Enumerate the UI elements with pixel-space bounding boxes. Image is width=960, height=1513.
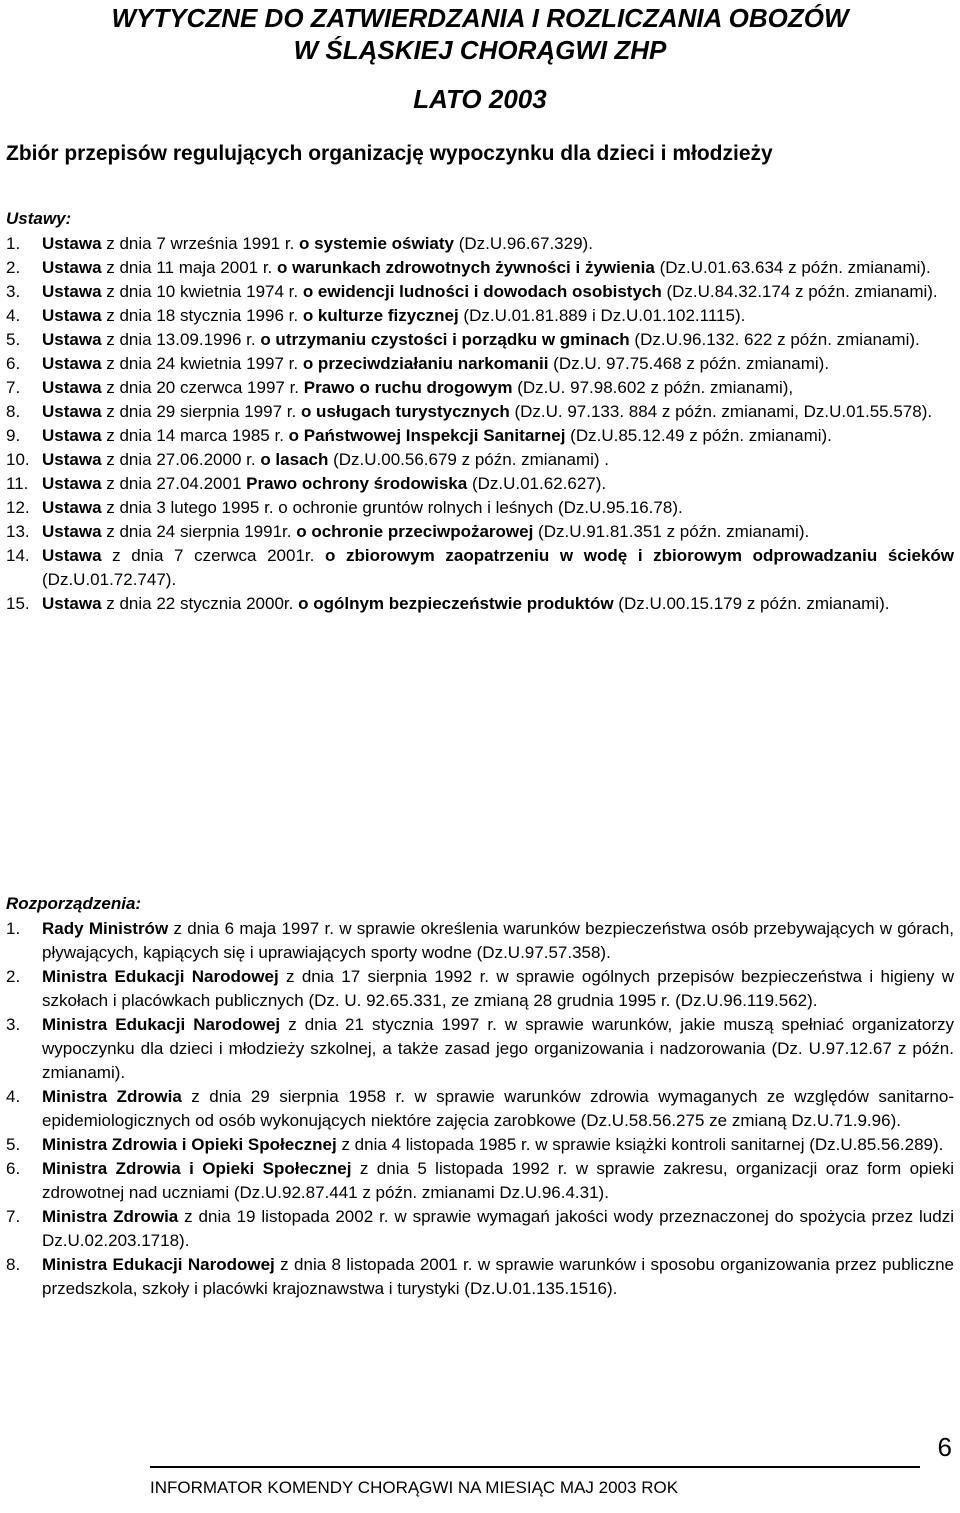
ustawa-item bbox=[6, 280, 954, 304]
item-number: 4. bbox=[6, 1087, 21, 1106]
item-number: 14. bbox=[6, 546, 30, 565]
act-reference: (Dz.U. 97.98.602 z późn. zmianami), bbox=[512, 378, 794, 397]
ustawa-item bbox=[6, 472, 954, 496]
act-title: Prawo ochrony środowiska bbox=[246, 474, 468, 493]
issuer: Ministra Zdrowia bbox=[42, 1087, 182, 1106]
item-number: 6. bbox=[6, 1159, 21, 1178]
regulation-text: z dnia 5 listopada 1992 r. w sprawie zakresu, organizacji oraz form opieki zdrowotnej nad uczniami (Dz.U.92.87.441 z późn. zmianami Dz.U.96.4.31). bbox=[42, 1159, 955, 1202]
document-title-line1: WYTYCZNE DO ZATWIERDZANIA I ROZLICZANIA OBOZÓW bbox=[111, 3, 849, 33]
item-number: 10. bbox=[6, 450, 30, 469]
act-type: Ustawa bbox=[42, 378, 102, 397]
rozporzadzenie-item bbox=[6, 917, 954, 965]
ustawa-item bbox=[6, 424, 954, 448]
act-reference: (Dz.U.85.12.49 z późn. zmianami). bbox=[565, 426, 832, 445]
item-number: 12. bbox=[6, 498, 30, 517]
act-reference: (Dz.U.01.62.627). bbox=[467, 474, 607, 493]
item-number: 2. bbox=[6, 258, 21, 277]
regulation-text: z dnia 29 sierpnia 1958 r. w sprawie warunków zdrowia wymaganych ze względów sanitarno-epidemiologicznych od osób wykonujących niektóre zajęcia zarobkowe (Dz.U.58.56.275 ze zmianą Dz.U.71.9.96). bbox=[42, 1087, 954, 1130]
item-number: 13. bbox=[6, 522, 30, 541]
ustawa-item bbox=[6, 496, 954, 520]
act-type: Ustawa bbox=[42, 546, 102, 565]
ustawa-item bbox=[6, 544, 954, 592]
act-type: Ustawa bbox=[42, 522, 102, 541]
ustawa-item bbox=[6, 352, 954, 376]
item-number: 11. bbox=[6, 474, 29, 493]
rozporzadzenia-heading: Rozporządzenia: bbox=[6, 894, 142, 913]
act-reference: (Dz.U.00.56.679 z późn. zmianami) . bbox=[328, 450, 609, 469]
item-number: 2. bbox=[6, 967, 21, 986]
item-number: 5. bbox=[6, 1135, 21, 1154]
item-number: 4. bbox=[6, 306, 21, 325]
regulation-text: z dnia 17 sierpnia 1992 r. w sprawie ogólnych przepisów bezpieczeństwa i higieny w szkołach i placówkach publicznych (Dz. U. 92.65.331, ze zmianą 28 grudnia 1995 r. (Dz.U.96.119.562). bbox=[42, 967, 954, 1010]
season-title: LATO 2003 bbox=[413, 84, 547, 114]
item-number: 9. bbox=[6, 426, 21, 445]
act-reference: (Dz.U.84.32.174 z późn. zmianami). bbox=[661, 282, 938, 301]
ustawa-item bbox=[6, 232, 954, 256]
act-type: Ustawa bbox=[42, 426, 102, 445]
item-number: 1. bbox=[6, 919, 21, 938]
ustawa-item bbox=[6, 328, 954, 352]
issuer: Ministra Edukacji Narodowej bbox=[42, 1255, 275, 1274]
act-date: z dnia 27.06.2000 r. bbox=[101, 450, 261, 469]
act-title: o ewidencji ludności i dowodach osobistych bbox=[302, 282, 662, 301]
act-type: Ustawa bbox=[42, 498, 102, 517]
act-title: o kulturze fizycznej bbox=[302, 306, 459, 325]
act-type: Ustawa bbox=[42, 258, 102, 277]
act-type: Ustawa bbox=[42, 354, 102, 373]
act-title: Prawo o ruchu drogowym bbox=[303, 378, 513, 397]
act-title: o utrzymaniu czystości i porządku w gminach bbox=[260, 330, 630, 349]
rozporzadzenie-item bbox=[6, 1205, 954, 1253]
ustawy-heading: Ustawy: bbox=[6, 209, 72, 228]
item-number: 7. bbox=[6, 1207, 21, 1226]
regulation-text: z dnia 8 listopada 2001 r. w sprawie warunków i sposobu organizowania przez publiczne przedszkola, szkoły i placówki krajoznawstwa i turystyki (Dz.U.01.135.1516). bbox=[42, 1255, 954, 1298]
act-date: z dnia 7 czerwca 2001r. bbox=[101, 546, 325, 565]
document-subtitle: Zbiór przepisów regulujących organizację wypoczynku dla dzieci i młodzieży bbox=[6, 142, 773, 165]
act-date: z dnia 14 marca 1985 r. bbox=[101, 426, 289, 445]
act-type: Ustawa bbox=[42, 330, 102, 349]
act-type: Ustawa bbox=[42, 282, 102, 301]
act-date: z dnia 22 stycznia 2000r. bbox=[101, 594, 299, 613]
item-number: 3. bbox=[6, 1015, 21, 1034]
act-reference: (Dz.U.96.132. 622 z późn. zmianami). bbox=[629, 330, 920, 349]
item-number: 1. bbox=[6, 234, 21, 253]
item-number: 3. bbox=[6, 282, 21, 301]
act-date: z dnia 11 maja 2001 r. bbox=[101, 258, 277, 277]
issuer: Ministra Zdrowia i Opieki Społecznej bbox=[42, 1135, 337, 1154]
act-date: z dnia 10 kwietnia 1974 r. bbox=[101, 282, 303, 301]
act-reference: (Dz.U.91.81.351 z późn. zmianami). bbox=[533, 522, 810, 541]
act-type: Ustawa bbox=[42, 306, 102, 325]
act-title: o lasach bbox=[260, 450, 329, 469]
act-title: o warunkach zdrowotnych żywności i żywienia bbox=[277, 258, 655, 277]
act-title: o zbiorowym zaopatrzeniu w wodę i zbiorowym odprowadzaniu ścieków bbox=[324, 546, 954, 565]
act-title: o przeciwdziałaniu narkomanii bbox=[302, 354, 549, 373]
regulation-text: z dnia 4 listopada 1985 r. w sprawie książki kontroli sanitarnej (Dz.U.85.56.289). bbox=[336, 1135, 944, 1154]
item-number: 8. bbox=[6, 402, 21, 421]
issuer: Ministra Edukacji Narodowej bbox=[42, 967, 279, 986]
issuer: Ministra Edukacji Narodowej bbox=[42, 1015, 281, 1034]
ustawa-item bbox=[6, 592, 954, 616]
item-number: 8. bbox=[6, 1255, 21, 1274]
regulation-text: z dnia 19 listopada 2002 r. w sprawie wymagań jakości wody przeznaczonej do spożycia przez ludzi Dz.U.02.203.1718). bbox=[42, 1207, 954, 1250]
act-title: o ogólnym bezpieczeństwie produktów bbox=[298, 594, 614, 613]
act-reference: o ochronie gruntów rolnych i leśnych (Dz.U.95.16.78). bbox=[278, 498, 683, 517]
rozporzadzenie-item bbox=[6, 1253, 954, 1301]
footer-divider bbox=[150, 1466, 920, 1468]
item-number: 7. bbox=[6, 378, 21, 397]
act-date: z dnia 27.04.2001 bbox=[101, 474, 247, 493]
page-number: 6 bbox=[937, 1432, 952, 1462]
issuer: Rady Ministrów bbox=[42, 919, 169, 938]
ustawa-item bbox=[6, 400, 954, 424]
item-number: 5. bbox=[6, 330, 21, 349]
act-date: z dnia 24 sierpnia 1991r. bbox=[101, 522, 297, 541]
act-date: z dnia 18 stycznia 1996 r. bbox=[101, 306, 303, 325]
act-date: z dnia 20 czerwca 1997 r. bbox=[101, 378, 304, 397]
item-number: 15. bbox=[6, 594, 30, 613]
ustawa-item bbox=[6, 376, 954, 400]
ustawy-list bbox=[6, 232, 954, 616]
act-date: z dnia 3 lutego 1995 r. bbox=[101, 498, 279, 517]
act-type: Ustawa bbox=[42, 594, 102, 613]
act-reference: (Dz.U.01.72.747). bbox=[42, 570, 177, 589]
rozporzadzenie-item bbox=[6, 1085, 954, 1133]
act-date: z dnia 29 sierpnia 1997 r. bbox=[101, 402, 301, 421]
act-type: Ustawa bbox=[42, 450, 102, 469]
act-type: Ustawa bbox=[42, 474, 102, 493]
issuer: Ministra Zdrowia bbox=[42, 1207, 179, 1226]
ustawa-item bbox=[6, 520, 954, 544]
rozporzadzenie-item bbox=[6, 1157, 954, 1205]
act-reference: (Dz.U.01.81.889 i Dz.U.01.102.1115). bbox=[458, 306, 746, 325]
act-date: z dnia 7 września 1991 r. bbox=[101, 234, 300, 253]
ustawa-item bbox=[6, 304, 954, 328]
item-number: 6. bbox=[6, 354, 21, 373]
footer-text: INFORMATOR KOMENDY CHORĄGWI NA MIESIĄC MAJ 2003 ROK bbox=[150, 1478, 679, 1497]
issuer: Ministra Zdrowia i Opieki Społecznej bbox=[42, 1159, 352, 1178]
act-reference: (Dz.U. 97.133. 884 z późn. zmianami, Dz.U.01.55.578). bbox=[509, 402, 933, 421]
act-type: Ustawa bbox=[42, 234, 102, 253]
rozporzadzenie-item bbox=[6, 1133, 954, 1157]
act-type: Ustawa bbox=[42, 402, 102, 421]
act-reference: (Dz.U.00.15.179 z późn. zmianami). bbox=[613, 594, 890, 613]
act-title: o Państwowej Inspekcji Sanitarnej bbox=[288, 426, 566, 445]
act-title: o usługach turystycznych bbox=[300, 402, 510, 421]
ustawa-item bbox=[6, 448, 954, 472]
ustawa-item bbox=[6, 256, 954, 280]
act-reference: (Dz.U.96.67.329). bbox=[454, 234, 593, 253]
act-reference: (Dz.U.01.63.634 z późn. zmianami). bbox=[654, 258, 931, 277]
rozporzadzenia-list bbox=[6, 917, 954, 1301]
rozporzadzenie-item bbox=[6, 965, 954, 1013]
act-reference: (Dz.U. 97.75.468 z późn. zmianami). bbox=[548, 354, 830, 373]
act-title: o systemie oświaty bbox=[299, 234, 455, 253]
regulation-text: z dnia 21 stycznia 1997 r. w sprawie warunków, jakie muszą spełniać organizatorzy wypoczynku dla dzieci i młodzieży szkolnej, a także zasad jego organizowania i nadzorowania (Dz. U.97.12.67 z późn. zmianami). bbox=[42, 1015, 954, 1082]
regulation-text: z dnia 6 maja 1997 r. w sprawie określenia warunków bezpieczeństwa osób przebywających w górach, pływających, kąpiących się i uprawiających sporty wodne (Dz.U.97.57.358). bbox=[42, 919, 954, 962]
rozporzadzenie-item bbox=[6, 1013, 954, 1085]
act-date: z dnia 24 kwietnia 1997 r. bbox=[101, 354, 303, 373]
act-date: z dnia 13.09.1996 r. bbox=[101, 330, 261, 349]
act-title: o ochronie przeciwpożarowej bbox=[296, 522, 534, 541]
document-title-line2: W ŚLĄSKIEJ CHORĄGWI ZHP bbox=[293, 35, 667, 65]
